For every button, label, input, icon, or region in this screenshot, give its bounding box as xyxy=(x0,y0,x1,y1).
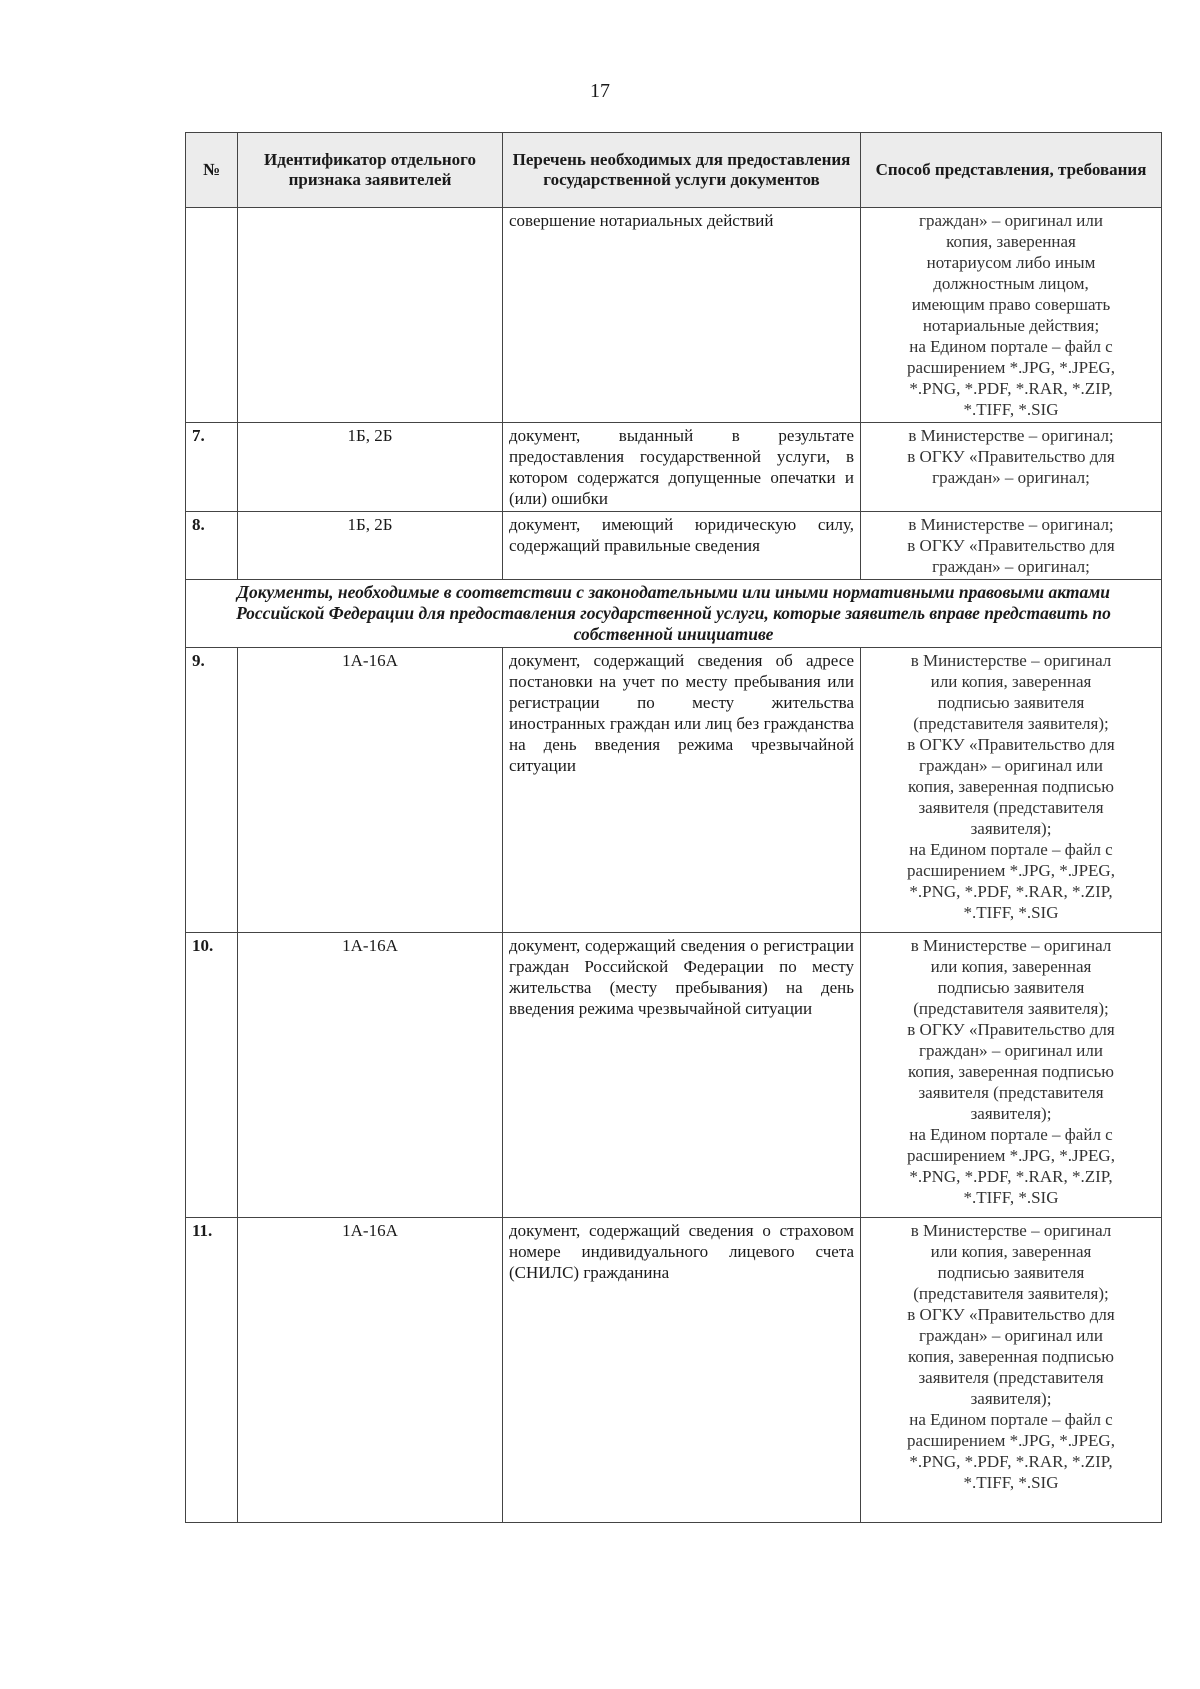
section-row xyxy=(186,580,1162,648)
row-method xyxy=(861,933,1162,1218)
method-line: на Едином портале – файл с xyxy=(909,840,1113,859)
method-line: (представителя заявителя); xyxy=(913,999,1109,1018)
method-line: (представителя заявителя); xyxy=(913,714,1109,733)
method-line: в ОГКУ «Правительство для xyxy=(907,1305,1115,1324)
method-line: в ОГКУ «Правительство для xyxy=(907,536,1115,555)
row-num: 10. xyxy=(186,933,238,1218)
method-line: на Едином портале – файл с xyxy=(909,1410,1113,1429)
method-line: или копия, заверенная xyxy=(930,672,1092,691)
row-method xyxy=(861,512,1162,580)
method-line: подписью заявителя xyxy=(937,1263,1085,1282)
method-line: подписью заявителя xyxy=(937,693,1085,712)
row-documents: документ, содержащий сведения о регистрации граждан Российской Федерации по месту жительства (месту пребывания) на день введения режима чрезвычайной ситуации xyxy=(503,933,861,1218)
row-num: 8. xyxy=(186,512,238,580)
row-method xyxy=(861,208,1162,423)
header-documents: Перечень необходимых для предоставления государственной услуги документов xyxy=(503,133,861,208)
method-line: заявителя (представителя xyxy=(918,1368,1104,1387)
method-line: копия, заверенная подписью xyxy=(908,1347,1114,1366)
method-line: копия, заверенная xyxy=(946,232,1076,251)
row-documents: документ, содержащий сведения об адресе постановки на учет по месту пребывания или регистрации по месту жительства иностранных граждан или лиц без гражданства на день введения режима чрезвычайной ситуации xyxy=(503,648,861,933)
table-row xyxy=(186,208,1162,423)
method-line: нотариальные действия; xyxy=(922,316,1100,335)
table-row xyxy=(186,512,1162,580)
method-line: в Министерстве – оригинал; xyxy=(908,515,1114,534)
method-line: граждан» – оригинал или xyxy=(919,1326,1103,1345)
method-line: в ОГКУ «Правительство для xyxy=(907,447,1115,466)
row-num: 11. xyxy=(186,1218,238,1523)
method-line: заявителя); xyxy=(970,1389,1052,1408)
method-line: подписью заявителя xyxy=(937,978,1085,997)
row-documents: документ, выданный в результате предоставления государственной услуги, в котором содержатся допущенные опечатки и (или) ошибки xyxy=(503,423,861,512)
method-line: в ОГКУ «Правительство для xyxy=(907,1020,1115,1039)
row-documents: документ, имеющий юридическую силу, содержащий правильные сведения xyxy=(503,512,861,580)
header-identifier: Идентификатор отдельного признака заявителей xyxy=(238,133,503,208)
method-line: на Едином портале – файл с xyxy=(909,1125,1113,1144)
row-documents: совершение нотариальных действий xyxy=(503,208,861,423)
method-line: копия, заверенная подписью xyxy=(908,1062,1114,1081)
method-line: копия, заверенная подписью xyxy=(908,777,1114,796)
method-line: граждан» – оригинал или xyxy=(919,1041,1103,1060)
row-identifier xyxy=(238,208,503,423)
method-line: в Министерстве – оригинал; xyxy=(908,426,1114,445)
header-method: Способ представления, требования xyxy=(861,133,1162,208)
method-line: *.TIFF, *.SIG xyxy=(963,903,1059,922)
method-line: заявителя); xyxy=(970,819,1052,838)
method-line: *.PNG, *.PDF, *.RAR, *.ZIP, xyxy=(909,882,1113,901)
row-method xyxy=(861,1218,1162,1523)
row-identifier: 1А-16А xyxy=(238,933,503,1218)
method-line: имеющим право совершать xyxy=(911,295,1111,314)
method-line: *.TIFF, *.SIG xyxy=(963,1188,1059,1207)
method-line: граждан» – оригинал; xyxy=(932,557,1090,576)
method-line: заявителя); xyxy=(970,1104,1052,1123)
method-line: на Едином портале – файл с xyxy=(909,337,1113,356)
table-row xyxy=(186,933,1162,1218)
row-num xyxy=(186,208,238,423)
method-line: в Министерстве – оригинал xyxy=(910,651,1112,670)
row-method xyxy=(861,423,1162,512)
method-line: *.PNG, *.PDF, *.RAR, *.ZIP, xyxy=(909,379,1113,398)
method-line: в Министерстве – оригинал xyxy=(910,1221,1112,1240)
method-line: расширением *.JPG, *.JPEG, xyxy=(907,1431,1115,1450)
method-line: расширением *.JPG, *.JPEG, xyxy=(907,861,1115,880)
documents-table xyxy=(185,132,1162,1523)
table-row xyxy=(186,423,1162,512)
page-number: 17 xyxy=(590,80,610,102)
row-identifier: 1А-16А xyxy=(238,1218,503,1523)
method-line: заявителя (представителя xyxy=(918,1083,1104,1102)
method-line: в Министерстве – оригинал xyxy=(910,936,1112,955)
row-identifier: 1Б, 2Б xyxy=(238,512,503,580)
method-line: *.TIFF, *.SIG xyxy=(963,1473,1059,1492)
method-line: (представителя заявителя); xyxy=(913,1284,1109,1303)
table-row xyxy=(186,1218,1162,1523)
row-identifier: 1А-16А xyxy=(238,648,503,933)
method-line: должностным лицом, xyxy=(933,274,1089,293)
method-line: *.TIFF, *.SIG xyxy=(963,400,1059,419)
method-line: расширением *.JPG, *.JPEG, xyxy=(907,358,1115,377)
row-num: 7. xyxy=(186,423,238,512)
method-line: или копия, заверенная xyxy=(930,957,1092,976)
method-line: заявителя (представителя xyxy=(918,798,1104,817)
row-method xyxy=(861,648,1162,933)
method-line: в ОГКУ «Правительство для xyxy=(907,735,1115,754)
method-line: граждан» – оригинал; xyxy=(932,468,1090,487)
method-line: граждан» – оригинал или xyxy=(919,211,1103,230)
method-line: граждан» – оригинал или xyxy=(919,756,1103,775)
method-line: *.PNG, *.PDF, *.RAR, *.ZIP, xyxy=(909,1452,1113,1471)
method-line: нотариусом либо иным xyxy=(926,253,1096,272)
table-header-row xyxy=(186,133,1162,208)
table-row xyxy=(186,648,1162,933)
row-identifier: 1Б, 2Б xyxy=(238,423,503,512)
method-line: или копия, заверенная xyxy=(930,1242,1092,1261)
method-line: расширением *.JPG, *.JPEG, xyxy=(907,1146,1115,1165)
method-line: *.PNG, *.PDF, *.RAR, *.ZIP, xyxy=(909,1167,1113,1186)
row-documents: документ, содержащий сведения о страховом номере индивидуального лицевого счета (СНИЛС) гражданина xyxy=(503,1218,861,1523)
row-num: 9. xyxy=(186,648,238,933)
header-num: № xyxy=(186,133,238,208)
section-title: Документы, необходимые в соответствии с законодательными или иными нормативными правовыми актами Российской Федерации для предоставления государственной услуги, которые заявитель вправе представить по собственной инициативе xyxy=(186,580,1162,648)
